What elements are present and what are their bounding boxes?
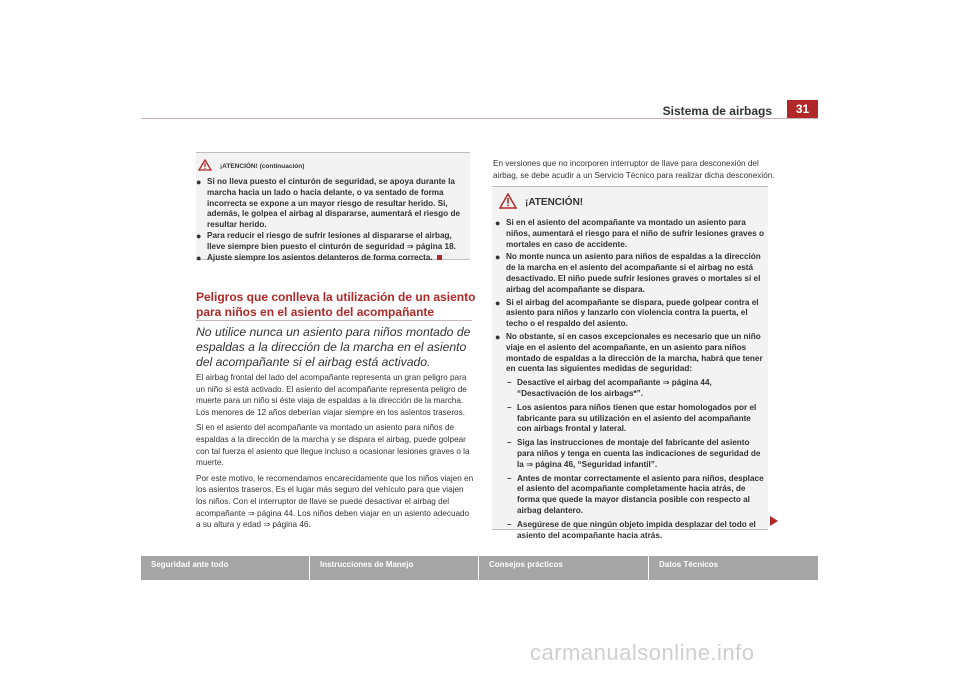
body-paragraph: Si en el asiento del acompañante va montado un asiento para niños de espaldas a la dirección de la marcha y se dispara el airbag, puede golpear con tal fuerza el asiento que llegue incluso a ocasionar lesiones graves o la muerte. <box>196 423 470 468</box>
right-warning-subitem: – Los asientos para niños tienen que estar homologados por el fabricante para su utilización en el asiento del acompañante con airbags frontal y lateral. <box>507 402 757 434</box>
page-number: 31 <box>787 100 818 118</box>
body-paragraph: Por este motivo, le recomendamos encarecidamente que los niños viajen en los asientos traseros. Es el lugar más seguro del vehículo para que viajen los niños. Con el interruptor de llave se puede desactivar el airbag del acompañante ⇒ página 44. Los niños deben viajar en un asiento adecuado a su altura y edad ⇒ página 46. <box>196 473 474 530</box>
body-paragraph: El airbag frontal del lado del acompañante representa un gran peligro para un niño si está activado. El asiento del acompañante representa peligro de muerte para un niño si éste viaja de espaldas a la dirección de la marcha. Los menores de 12 años deberían viajar siempre en los asientos traseros. <box>196 373 467 417</box>
right-warning-item: ● Si el airbag del acompañante se dispara, puede golpear contra el asiento para niños y lanzarlo con violencia contra la puerta, el techo o el respaldo del asiento. <box>495 297 759 329</box>
right-warning-subitem: – Antes de montar correctamente el asiento para niños, desplace el asiento del acompañante completamente hacia atrás, de forma que quede la mayor distancia posible con respecto al airbag delantero. <box>507 473 764 515</box>
footer-tab-seguridad[interactable]: Seguridad ante todo <box>141 556 309 580</box>
footer-tab-instrucciones[interactable]: Instrucciones de Manejo <box>310 556 478 580</box>
right-warning-subitem: – Desactive el airbag del acompañante ⇒ página 44, “Desactivación de los airbags*”. <box>507 378 712 398</box>
section-heading: Peligros que conlleva la utilización de un asiento para niños en el asiento del acompañante <box>196 290 476 319</box>
right-warning-header <box>499 193 764 212</box>
warning-triangle-icon <box>198 159 212 173</box>
left-warning-item: ● Ajuste siempre los asientos delanteros de forma correcta. <box>196 253 466 264</box>
left-warning-item: ● Para reducir el riesgo de sufrir lesiones al dispararse el airbag, lleve siempre bien puesto el cinturón de seguridad ⇒ página 18. <box>196 230 456 251</box>
left-warning-title: ¡ATENCIÓN! (continuación) <box>220 162 305 170</box>
body-paragraph: En versiones que no incorporen interruptor de llave para desconexión del airbag, se debe acudir a un Servicio Técnico para realizar dicha desconexión. <box>493 159 775 180</box>
right-intro <box>493 158 775 185</box>
footer-tab-datos[interactable]: Datos Técnicos <box>649 556 818 580</box>
right-warning-item: ● No monte nunca un asiento para niños de espaldas a la dirección de la marcha en el asiento del acompañante si el airbag no está desactivado. El niño puede sufrir lesiones graves o mortales si el airbag del acompañante se dispara. <box>495 252 761 294</box>
right-warning-subitem: – Asegúrese de que ningún objeto impida desplazar del todo el asiento del acompañante hacia atrás. <box>507 519 756 540</box>
right-warning-subitem: – Siga las instrucciones de montaje del fabricante del asiento para niños y tenga en cuenta las indicaciones de seguridad de la ⇒ página 46, “Seguridad infantil”. <box>507 438 761 469</box>
left-warning-box <box>196 152 470 263</box>
left-body-text <box>196 372 474 535</box>
right-warning-title: ¡ATENCIÓN! <box>525 197 584 208</box>
footer-tab-consejos[interactable]: Consejos prácticos <box>479 556 648 580</box>
section-rule <box>196 320 472 321</box>
right-warning-item: ● Si en el asiento del acompañante va montado un asiento para niños, aumentará el riesgo para el niño de sufrir lesiones graves o mortales en caso de accidente. <box>495 218 764 249</box>
right-warning-box <box>492 186 768 540</box>
continue-arrow-icon <box>769 514 779 532</box>
running-header-title: Sistema de airbags <box>662 104 772 118</box>
watermark: carmanualsonline.info <box>530 640 755 665</box>
section-lead: No utilice nunca un asiento para niños montado de espaldas a la dirección de la marcha en el asiento del acompañante si el airbag está activado. <box>196 325 471 370</box>
right-warning-item: ● No obstante, si en casos excepcionales es necesario que un niño viaje en el asiento del acompañante, en un asiento para niños montado de espaldas a la dirección de la marcha, habrá que tener en cuenta las siguientes medidas de seguridad: <box>495 331 763 374</box>
warning-triangle-icon <box>499 193 517 212</box>
end-of-section-marker <box>437 255 442 260</box>
header-rule <box>141 118 818 119</box>
left-warning-item: ● Si no lleva puesto el cinturón de seguridad, se apoya durante la marcha hacia un lado o hacia delante, o va sentado de forma incorrecta se expone a un mayor riesgo de resultar herido. Si, además, le golpea el airbag al dispararse, aumentará el riesgo de resultar herido. <box>196 177 461 230</box>
left-warning-header <box>198 159 466 173</box>
